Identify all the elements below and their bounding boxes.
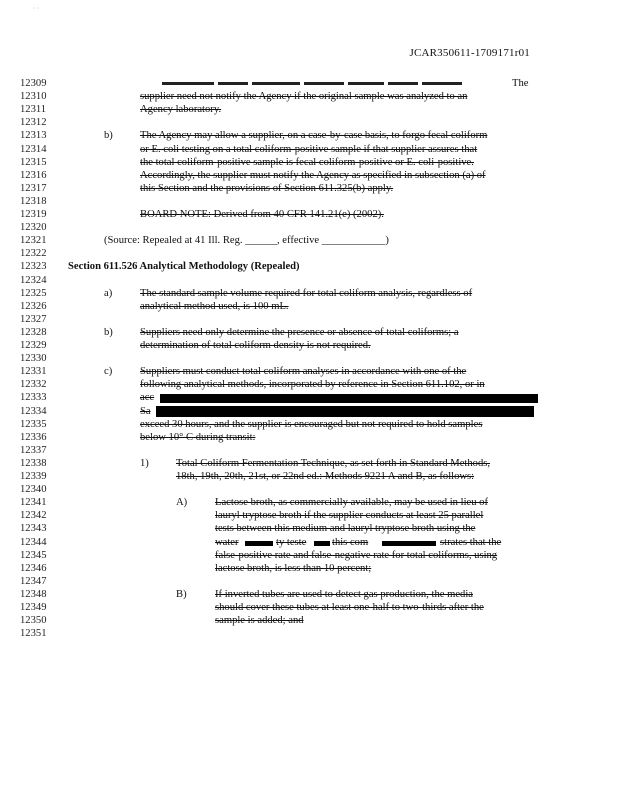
- document-line: [0, 103, 618, 117]
- scan-smudge: [245, 541, 273, 546]
- line-text: this Section and the provisions of Section 611.325(b) apply.: [140, 182, 394, 194]
- redaction-blot: [156, 406, 534, 417]
- line-text: the total coliform-positive sample is fecal coliform-positive or E. coli-positive.: [140, 156, 474, 168]
- document-line: [0, 601, 618, 615]
- line-number: 12314: [20, 143, 47, 155]
- line-text: exceed 30 hours, and the supplier is encouraged but not required to hold samples: [140, 418, 483, 430]
- line-text: determination of total coliform density is not required.: [140, 340, 371, 351]
- document-line: [0, 588, 618, 602]
- document-line: [0, 287, 618, 301]
- line-number: 12339: [20, 471, 47, 482]
- line-text: Lactose broth, as commercially available, may be used in lieu of: [215, 497, 488, 509]
- document-line: [0, 221, 618, 235]
- line-text: following analytical methods, incorporated by reference in Section 611.102, or in: [140, 379, 485, 391]
- document-line: [0, 418, 618, 432]
- line-text: below 10° C during transit:: [140, 431, 256, 443]
- line-number: 12347: [20, 575, 47, 587]
- document-line: [0, 575, 618, 589]
- line-number: 12345: [20, 549, 47, 561]
- subsection-label: 1): [140, 457, 149, 469]
- line-number: 12316: [20, 169, 47, 181]
- line-text: should cover these tubes at least one-half to two-thirds after the: [215, 602, 484, 613]
- line-number: 12320: [20, 222, 47, 234]
- line-text: analytical method used, is 100 mL.: [140, 300, 289, 312]
- document-line: [0, 195, 618, 209]
- line-number: 12328: [20, 326, 47, 338]
- line-text: (Source: Repealed at 41 Ill. Reg. ______, effective ____________): [104, 235, 389, 247]
- line-number: 12311: [20, 104, 47, 116]
- subsection-label: b): [104, 326, 113, 338]
- line-number: 12323: [20, 261, 47, 273]
- document-line: [0, 391, 618, 405]
- scan-marks: · ·: [32, 4, 40, 13]
- subsection-label: B): [176, 588, 187, 600]
- line-number: 12338: [20, 457, 47, 469]
- line-number: 12341: [20, 497, 47, 509]
- line-text: lauryl tryptose broth if the supplier conducts at least 25 parallel: [215, 510, 484, 522]
- document-line: [0, 339, 618, 353]
- line-number: 12351: [20, 628, 47, 640]
- line-text-fragment: this com: [332, 536, 369, 548]
- line-number: 12334: [20, 405, 47, 417]
- document-line: [0, 313, 618, 327]
- line-number: 12336: [20, 431, 47, 443]
- line-number: 12322: [20, 248, 47, 260]
- line-number: 12331: [20, 366, 47, 378]
- line-text: tests between this medium and lauryl tryptose broth using the: [215, 523, 476, 535]
- line-number: 12337: [20, 444, 47, 456]
- line-number: 12326: [20, 300, 47, 312]
- scan-smudge: [382, 541, 436, 546]
- line-number: 12344: [20, 536, 47, 548]
- document-line: [0, 483, 618, 497]
- line-text: false-positive rate and false-negative rate for total coliforms, using: [215, 549, 498, 561]
- redaction-blot: [160, 394, 538, 403]
- scan-smudge: [314, 541, 330, 546]
- line-number: 12346: [20, 562, 47, 574]
- line-text: Accordingly, the supplier must notify the Agency as specified in subsection (a) of: [140, 169, 486, 181]
- line-text: acc: [140, 392, 155, 404]
- document-line: [0, 260, 618, 274]
- line-text: The standard sample volume required for total coliform analysis, regardless of: [140, 287, 473, 299]
- document-line: [0, 143, 618, 157]
- line-text: If inverted tubes are used to detect gas production, the media: [215, 588, 473, 600]
- document-line: [0, 182, 618, 196]
- line-number: 12329: [20, 340, 47, 351]
- line-number: 12313: [20, 130, 47, 142]
- document-line: [0, 614, 618, 628]
- document-line: [0, 274, 618, 288]
- line-number: 12310: [20, 91, 47, 103]
- line-text: Sa: [140, 405, 151, 417]
- document-line: [0, 562, 618, 576]
- line-number: 12332: [20, 379, 47, 391]
- document-line: [0, 549, 618, 563]
- document-line: [0, 627, 618, 641]
- scan-smudge: [160, 77, 464, 91]
- document-line: [0, 470, 618, 484]
- line-text: Agency laboratory.: [140, 104, 222, 116]
- line-number: 12318: [20, 195, 47, 207]
- line-number: 12309: [20, 78, 47, 89]
- line-number: 12325: [20, 287, 47, 299]
- line-text: Suppliers need only determine the presence or absence of total coliforms; a: [140, 326, 459, 338]
- document-id: JCAR350611-1709171r01: [409, 47, 530, 59]
- line-number: 12327: [20, 313, 47, 325]
- document-line: [0, 90, 618, 104]
- line-text-fragment: ty teste: [276, 536, 307, 548]
- line-number: 12348: [20, 588, 47, 600]
- document-line: [0, 496, 618, 510]
- subsection-label: b): [104, 130, 113, 142]
- line-text: supplier need not notify the Agency if the original sample was analyzed to an: [140, 91, 468, 103]
- line-number: 12349: [20, 602, 47, 613]
- document-line: [0, 208, 618, 222]
- line-number: 12330: [20, 353, 47, 365]
- document-line: [0, 431, 618, 445]
- document-line: [0, 326, 618, 340]
- document-line: [0, 522, 618, 536]
- document-line: [0, 247, 618, 261]
- line-number: 12317: [20, 182, 47, 194]
- document-line: [0, 509, 618, 523]
- line-text: 18th, 19th, 20th, 21st, or 22nd ed.: Methods 9221 A and B, as follows:: [176, 471, 475, 482]
- document-line: [0, 457, 618, 471]
- section-heading: Section 611.526 Analytical Methodology (Repealed): [68, 261, 300, 273]
- document-line: [0, 116, 618, 130]
- subsection-label: A): [176, 497, 188, 509]
- line-text: Total Coliform Fermentation Technique, as set forth in Standard Methods,: [176, 457, 491, 469]
- line-number: 12312: [20, 117, 47, 129]
- line-number: 12324: [20, 274, 47, 286]
- line-text: BOARD NOTE: Derived from 40 CFR 141.21(e) (2002).: [140, 209, 384, 220]
- line-number: 12342: [20, 510, 47, 522]
- document-line: [0, 378, 618, 392]
- line-number: 12340: [20, 484, 47, 496]
- line-number: 12343: [20, 523, 47, 535]
- document-line: [0, 536, 618, 550]
- document-line: [0, 169, 618, 183]
- line-number: 12333: [20, 392, 47, 404]
- line-text: water: [215, 536, 239, 548]
- subsection-label: a): [104, 287, 113, 299]
- document-line: [0, 156, 618, 170]
- document-line: [0, 352, 618, 366]
- line-number: 12319: [20, 209, 47, 220]
- subsection-label: c): [104, 366, 113, 378]
- line-text: sample is added; and: [215, 615, 304, 627]
- document-line: [0, 405, 618, 419]
- line-number: 12315: [20, 156, 47, 168]
- line-text: Suppliers must conduct total coliform analyses in accordance with one of the: [140, 366, 467, 378]
- document-line: [0, 77, 618, 91]
- line-text: The: [512, 78, 529, 89]
- document-line: [0, 234, 618, 248]
- document-line: [0, 444, 618, 458]
- line-number: 12335: [20, 418, 47, 430]
- document-line: [0, 365, 618, 379]
- line-text: or E. coli testing on a total coliform-positive sample if that supplier assures that: [140, 143, 478, 155]
- document-line: [0, 129, 618, 143]
- document-line: [0, 300, 618, 314]
- line-text: The Agency may allow a supplier, on a case-by-case basis, to forgo fecal coliform: [140, 130, 488, 142]
- line-number: 12350: [20, 615, 47, 627]
- line-text: lactose broth, is less than 10 percent;: [215, 562, 372, 574]
- line-text-fragment: strates that the: [440, 536, 502, 548]
- line-number: 12321: [20, 235, 47, 247]
